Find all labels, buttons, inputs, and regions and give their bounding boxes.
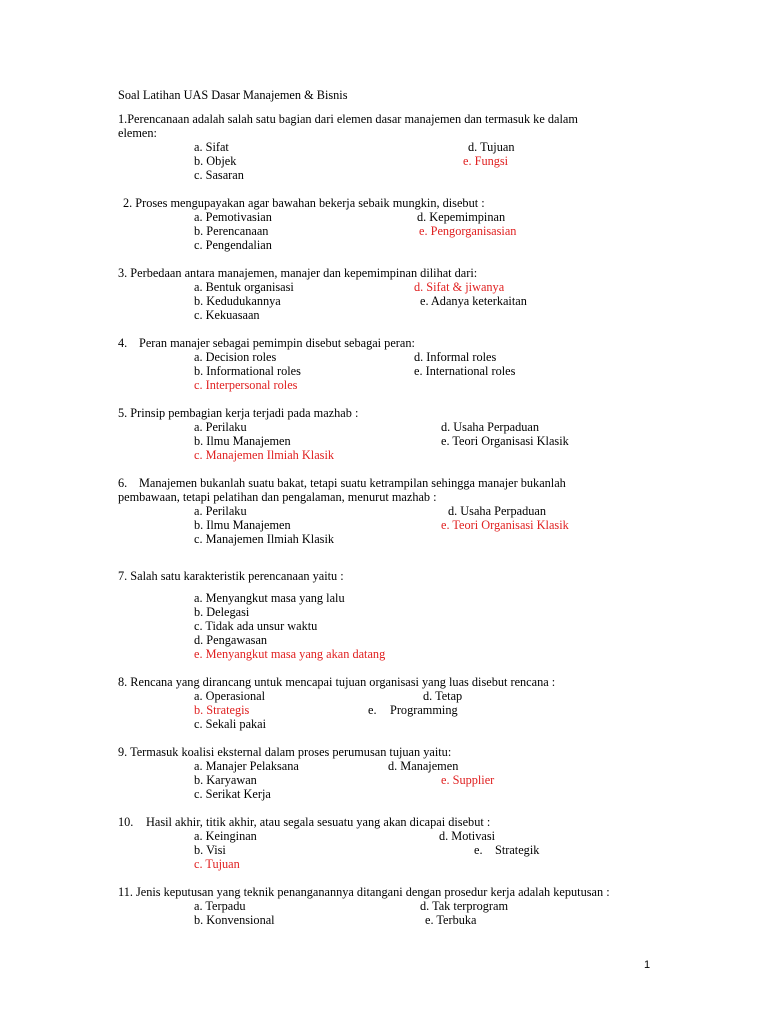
question-3-option-b: b. Kedudukannya <box>194 294 281 308</box>
question-8-option-e: Programming <box>390 703 458 717</box>
question-11-option-b: b. Konvensional <box>194 913 275 927</box>
question-10-text: Hasil akhir, titik akhir, atau segala sesuatu yang akan dicapai disebut : <box>146 815 491 829</box>
question-1-text-cont: elemen: <box>118 126 157 140</box>
question-4-option-a: a. Decision roles <box>194 350 277 364</box>
page-number: 1 <box>644 959 651 971</box>
question-2-option-c: c. Pengendalian <box>194 238 272 252</box>
question-9-option-a: a. Manajer Pelaksana <box>194 759 299 773</box>
question-9-option-c: c. Serikat Kerja <box>194 787 271 801</box>
question-7-option-b: b. Delegasi <box>194 605 250 619</box>
question-6-option-c: c. Manajemen Ilmiah Klasik <box>194 532 335 546</box>
question-10-option-e-letter: e. <box>474 843 483 857</box>
question-5-option-d: d. Usaha Perpaduan <box>441 420 540 434</box>
question-1-answer-e: e. Fungsi <box>463 154 509 168</box>
question-5-text: 5. Prinsip pembagian kerja terjadi pada mazhab : <box>118 406 359 420</box>
question-6-option-a: a. Perilaku <box>194 504 247 518</box>
question-8-option-a: a. Operasional <box>194 689 266 703</box>
question-8-option-c: c. Sekali pakai <box>194 717 267 731</box>
question-2-text: 2. Proses mengupayakan agar bawahan bekerja sebaik mungkin, disebut : <box>123 196 485 210</box>
question-2-option-b: b. Perencanaan <box>194 224 269 238</box>
question-8-option-e-letter: e. <box>368 703 377 717</box>
question-9-option-b: b. Karyawan <box>194 773 257 787</box>
question-10-number: 10. <box>118 815 134 829</box>
question-10-answer-c: c. Tujuan <box>194 857 240 871</box>
question-6-text: Manajemen bukanlah suatu bakat, tetapi suatu ketrampilan sehingga manajer bukanlah <box>139 476 566 490</box>
question-6-answer-e: e. Teori Organisasi Klasik <box>441 518 569 532</box>
question-10-option-d: d. Motivasi <box>439 829 496 843</box>
question-2-option-d: d. Kepemimpinan <box>417 210 506 224</box>
question-7-option-a: a. Menyangkut masa yang lalu <box>194 591 345 605</box>
question-8-text: 8. Rencana yang dirancang untuk mencapai tujuan organisasi yang luas disebut rencana : <box>118 675 556 689</box>
question-8-answer-b: b. Strategis <box>194 703 250 717</box>
question-7-text: 7. Salah satu karakteristik perencanaan yaitu : <box>118 569 344 583</box>
question-6-text-cont: pembawaan, tetapi pelatihan dan pengalaman, menurut mazhab : <box>118 490 437 504</box>
question-7-answer-e: e. Menyangkut masa yang akan datang <box>194 647 386 661</box>
question-11-text: 11. Jenis keputusan yang teknik penanganannya ditangani dengan prosedur kerja adalah keputusan : <box>118 885 610 899</box>
question-7-option-d: d. Pengawasan <box>194 633 268 647</box>
question-5-option-b: b. Ilmu Manajemen <box>194 434 291 448</box>
question-11-option-d: d. Tak terprogram <box>420 899 509 913</box>
question-3-option-c: c. Kekuasaan <box>194 308 260 322</box>
question-1-option-b: b. Objek <box>194 154 237 168</box>
question-4-answer-c: c. Interpersonal roles <box>194 378 298 392</box>
question-8-option-d: d. Tetap <box>423 689 463 703</box>
question-1-option-c: c. Sasaran <box>194 168 244 182</box>
question-11-option-a: a. Terpadu <box>194 899 246 913</box>
question-10-option-a: a. Keinginan <box>194 829 257 843</box>
question-3-option-a: a. Bentuk organisasi <box>194 280 294 294</box>
question-2-option-a: a. Pemotivasian <box>194 210 272 224</box>
question-10-option-e: Strategik <box>495 843 540 857</box>
question-3-text: 3. Perbedaan antara manajemen, manajer dan kepemimpinan dilihat dari: <box>118 266 478 280</box>
question-7-option-c: c. Tidak ada unsur waktu <box>194 619 318 633</box>
question-5-option-a: a. Perilaku <box>194 420 247 434</box>
question-4-text: Peran manajer sebagai pemimpin disebut sebagai peran: <box>139 336 415 350</box>
question-4-option-d: d. Informal roles <box>414 350 497 364</box>
question-1-option-d: d. Tujuan <box>468 140 515 154</box>
question-11-option-e: e. Terbuka <box>425 913 477 927</box>
question-6-number: 6. <box>118 476 128 490</box>
question-9-answer-e: e. Supplier <box>441 773 495 787</box>
question-6-option-b: b. Ilmu Manajemen <box>194 518 291 532</box>
question-9-text: 9. Termasuk koalisi eksternal dalam proses perumusan tujuan yaitu: <box>118 745 452 759</box>
question-3-answer-d: d. Sifat & jiwanya <box>414 280 505 294</box>
question-5-answer-c: c. Manajemen Ilmiah Klasik <box>194 448 335 462</box>
question-5-option-e: e. Teori Organisasi Klasik <box>441 434 569 448</box>
question-6-option-d: d. Usaha Perpaduan <box>448 504 547 518</box>
question-9-option-d: d. Manajemen <box>388 759 459 773</box>
question-4-option-b: b. Informational roles <box>194 364 301 378</box>
question-1-option-a: a. Sifat <box>194 140 229 154</box>
question-2-answer-e: e. Pengorganisasian <box>419 224 517 238</box>
question-3-option-e: e. Adanya keterkaitan <box>420 294 527 308</box>
question-10-option-b: b. Visi <box>194 843 226 857</box>
page-title: Soal Latihan UAS Dasar Manajemen & Bisnis <box>118 88 348 102</box>
question-4-number: 4. <box>118 336 128 350</box>
question-1-text: 1.Perencanaan adalah salah satu bagian dari elemen dasar manajemen dan termasuk ke dalam <box>118 112 578 126</box>
question-4-option-e: e. International roles <box>414 364 516 378</box>
